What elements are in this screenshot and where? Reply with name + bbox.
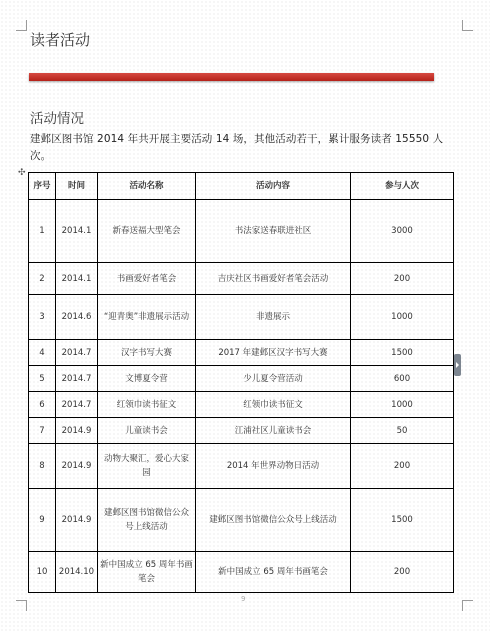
- page-header-title: 读者活动: [30, 31, 91, 49]
- table-cell: 200: [351, 263, 454, 295]
- table-cell: 6: [29, 392, 56, 418]
- table-cell: 2014.7: [56, 392, 98, 418]
- table-cell: “迎青奥”非遗展示活动: [98, 295, 196, 340]
- table-cell: 2014.6: [56, 295, 98, 340]
- table-cell: 书法家送春联进社区: [196, 200, 351, 263]
- table-cell: 3: [29, 295, 56, 340]
- table-row: [29, 552, 454, 593]
- table-cell: 1500: [351, 340, 454, 366]
- table-row: [29, 263, 454, 295]
- table-cell: 200: [351, 552, 454, 593]
- table-cell: 2014.9: [56, 418, 98, 444]
- table-cell: 2014.10: [56, 552, 98, 593]
- table-cell: 2: [29, 263, 56, 295]
- table-cell: 书画爱好者笔会: [98, 263, 196, 295]
- table-cell: 建邺区图书馆微信公众号上线活动: [98, 489, 196, 552]
- table-cell: 2014.1: [56, 263, 98, 295]
- table-cell: 儿童读书会: [98, 418, 196, 444]
- crop-mark-top-left: [16, 20, 27, 31]
- table-cell: 新中国成立 65 周年书画笔会: [196, 552, 351, 593]
- table-cell: 文博夏令营: [98, 366, 196, 392]
- table-cell: 3000: [351, 200, 454, 263]
- table-cell: 2017 年建邺区汉字书写大赛: [196, 340, 351, 366]
- table-cell: 新中国成立 65 周年书画笔会: [98, 552, 196, 593]
- table-cell: 7: [29, 418, 56, 444]
- table-row: [29, 489, 454, 552]
- table-header-row: [29, 173, 454, 200]
- table-cell: 建邺区图书馆微信公众号上线活动: [196, 489, 351, 552]
- table-cell: 江浦社区儿童读书会: [196, 418, 351, 444]
- table-cell: 红领巾读书征文: [98, 392, 196, 418]
- table-cell: 2014.9: [56, 489, 98, 552]
- table-row: [29, 340, 454, 366]
- column-header: 序号: [29, 173, 56, 200]
- table-cell: 200: [351, 444, 454, 489]
- table-cell: 2014.7: [56, 366, 98, 392]
- table-cell: 5: [29, 366, 56, 392]
- table-row: [29, 200, 454, 263]
- table-cell: 1: [29, 200, 56, 263]
- table-row: [29, 295, 454, 340]
- table-row: [29, 366, 454, 392]
- table-cell: 2014.1: [56, 200, 98, 263]
- crop-mark-bottom-left: [16, 600, 27, 611]
- table-cell: 4: [29, 340, 56, 366]
- crop-mark-bottom-right: [462, 600, 473, 611]
- table-cell: 600: [351, 366, 454, 392]
- table-cell: 10: [29, 552, 56, 593]
- table-cell: 新春送福大型笔会: [98, 200, 196, 263]
- table-cell: 50: [351, 418, 454, 444]
- table-cell: 动物大聚汇，爱心大家园: [98, 444, 196, 489]
- table-cell: 红领巾读书征文: [196, 392, 351, 418]
- section-heading: 活动情况: [30, 111, 84, 127]
- column-header: 活动名称: [98, 173, 196, 200]
- summary-paragraph: 建邺区图书馆 2014 年共开展主要活动 14 场，其他活动若干，累计服务读者 15550 人次。: [30, 133, 444, 162]
- table-cell: 1500: [351, 489, 454, 552]
- table-cell: 8: [29, 444, 56, 489]
- table-cell: 9: [29, 489, 56, 552]
- expand-arrow-icon[interactable]: [454, 354, 461, 376]
- table-cell: 1000: [351, 295, 454, 340]
- table-cell: 2014.7: [56, 340, 98, 366]
- header-divider-bar: [29, 73, 434, 81]
- table-cell: 2014 年世界动物日活动: [196, 444, 351, 489]
- table-row: [29, 392, 454, 418]
- table-cell: 非遗展示: [196, 295, 351, 340]
- table-cell: 少儿夏令营活动: [196, 366, 351, 392]
- page-number: 9: [241, 595, 246, 603]
- activities-table: [28, 172, 454, 593]
- crop-mark-top-right: [462, 20, 473, 31]
- move-handle-icon[interactable]: ✣: [18, 168, 26, 178]
- table-cell: 吉庆社区书画爱好者笔会活动: [196, 263, 351, 295]
- column-header: 时间: [56, 173, 98, 200]
- table-row: [29, 418, 454, 444]
- table-cell: 1000: [351, 392, 454, 418]
- table-cell: 汉字书写大赛: [98, 340, 196, 366]
- table-row: [29, 444, 454, 489]
- column-header: 参与人次: [351, 173, 454, 200]
- table-cell: 2014.9: [56, 444, 98, 489]
- column-header: 活动内容: [196, 173, 351, 200]
